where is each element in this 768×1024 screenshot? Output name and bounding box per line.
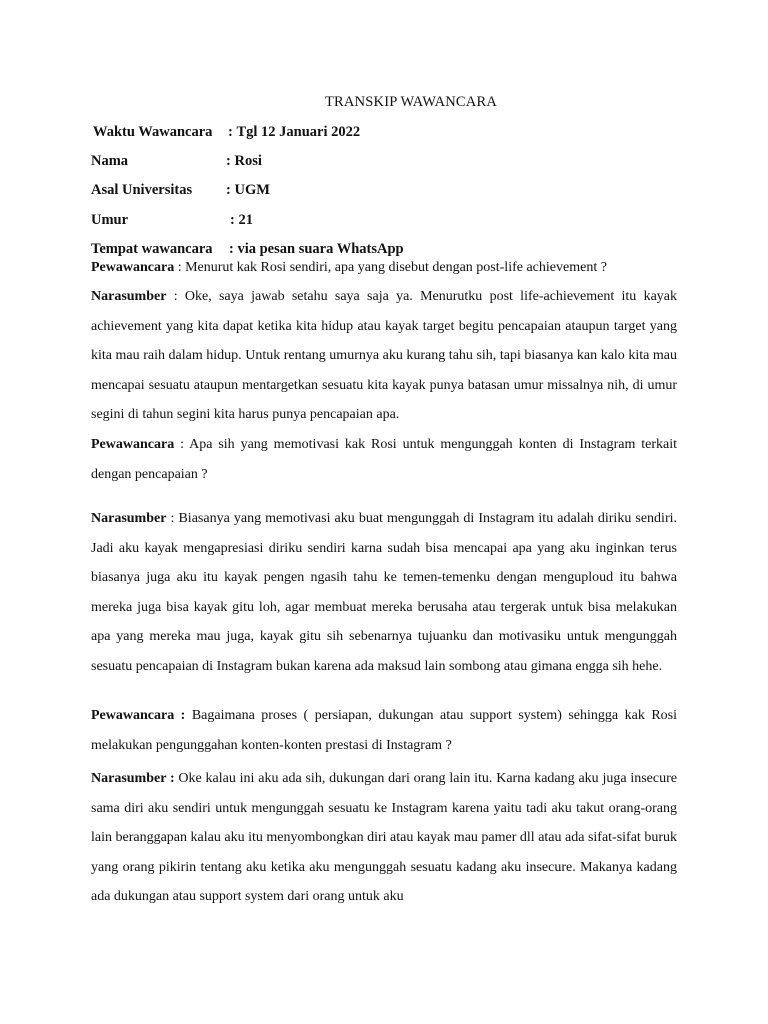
meta-key: Nama [91,153,129,169]
speaker-label: Narasumber [91,289,167,304]
meta-value: via pesan suara WhatsApp [237,241,404,257]
meta-sep: : [226,153,231,169]
meta-value: Tgl 12 Januari 2022 [236,124,361,140]
transcript-text: : Apa sih yang memotivasi kak Rosi untuk mengunggah konten di Instagram terkait dengan pencapaian ? [91,437,677,482]
meta-row-waktu [93,122,360,142]
meta-key: Tempat wawancara [91,241,213,257]
transcript-text: : Menurut kak Rosi sendiri, apa yang disebut dengan post-life achievement ? [174,260,607,275]
transcript-text: : Biasanya yang memotivasi aku buat mengunggah di Instagram itu adalah diriku sendiri. Jadi aku kayak mengapresiasi diriku sendiri karna sudah bisa mencapai apa yang aku inginkan terus biasanya juga aku itu kayak pengen ngasih tahu ke temen-temenku dengan menguploud itu bahwa mereka juga bisa kayak gitu loh, agar membuat mereka berusaha atau tergerak untuk bisa melakukan apa yang mereka mau juga, kayak gitu sih sebenarnya tujuanku dan motivasiku untuk mengunggah sesuatu pencapaian di Instagram bukan karena ada maksud lain sombong atau gimana engga sih hehe. [91,511,677,674]
speaker-label: Pewawancara [91,437,175,452]
meta-key: Asal Universitas [91,182,193,198]
speaker-label: Narasumber [91,511,167,526]
meta-sep: : [226,182,231,198]
meta-row-umur [91,210,253,230]
transcript-paragraph [91,701,677,760]
transcript-paragraph [91,253,677,283]
speaker-label: Pewawancara [91,260,175,275]
meta-row-nama [91,151,262,171]
speaker-label: Narasumber : [91,771,175,786]
transcript-text: Oke kalau ini aku ada sih, dukungan dari orang lain itu. Karna kadang aku juga insecure sama diri aku sendiri untuk mengunggah sesuatu ke Instagram karena yaitu tadi aku takut orang-orang lain beranggapan kalau aku itu menyombongkan diri atau kayak mau pamer dll atau ada sifat-sifat buruk yang orang pikirin tentang aku ketika aku mengunggah sesuatu kadang aku insecure. Makanya kadang ada dukungan atau support system dari orang untuk aku [91,771,677,905]
speaker-label: Pewawancara : [91,708,186,723]
transcript-text: : Oke, saya jawab setahu saya saja ya. Menurutku post life-achievement itu kayak achievement yang kita dapat ketika kita hidup atau kayak target begitu pencapaian ataupun target yang kita mau raih dalam hidup. Untuk rentang umurnya aku kurang tahu sih, tapi biasanya kan kalo kita mau mencapai sesuatu ataupun mentargetkan sesuatu kita kayak punya batasan umur missalnya nih, di umur segini di tahun segini kita harus punya pencapaian apa. [91,289,677,423]
meta-key: Umur [91,212,129,228]
meta-value: Rosi [234,153,262,169]
meta-sep: : [228,124,233,140]
transcript-paragraph [91,282,677,430]
meta-row-universitas [91,180,270,200]
meta-value: 21 [238,212,253,228]
meta-sep: : [230,212,235,228]
meta-key: Waktu Wawancara [93,124,213,140]
transcript-paragraph [91,504,677,682]
transcript-paragraph [91,764,677,912]
meta-sep: : [229,241,234,257]
transcript-text: Bagaimana proses ( persiapan, dukungan atau support system) sehingga kak Rosi melakukan pengunggahan konten-konten prestasi di Instagram ? [91,708,677,753]
transcript-paragraph [91,430,677,489]
meta-value: UGM [234,182,270,198]
document-title: TRANSKIP WAWANCARA [324,94,498,110]
